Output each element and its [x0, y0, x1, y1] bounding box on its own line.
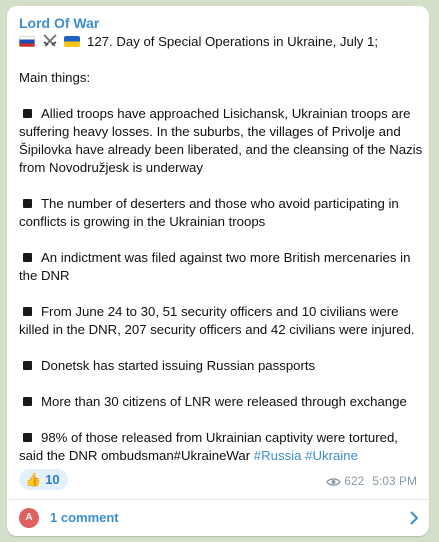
- hashtag-link[interactable]: #Ukraine: [305, 448, 358, 463]
- item-text: killed in the DNR, 207 security officers and 42 civilians were injured.: [19, 322, 415, 337]
- reaction-count: 10: [45, 472, 60, 487]
- black-square-icon: [23, 109, 32, 118]
- view-count: 622: [344, 474, 365, 488]
- list-item: [19, 105, 422, 177]
- black-square-icon: [23, 307, 32, 316]
- headline-text: 127. Day of Special Operations in Ukraine, July 1;: [87, 34, 379, 49]
- item-text: An indictment was filed against two more British mercenaries in: [41, 250, 411, 265]
- chevron-right-icon: [410, 511, 419, 525]
- item-text: Šipilovka have already been liberated, and the cleansing of the Nazis: [19, 142, 423, 157]
- ukraine-flag-icon: [64, 36, 80, 47]
- post-footer: [19, 469, 417, 491]
- crossed-swords-icon: [42, 34, 58, 48]
- channel-name[interactable]: Lord Of War: [19, 15, 100, 31]
- item-text: the DNR: [19, 268, 70, 283]
- post-meta: [326, 474, 417, 488]
- avatar: A: [19, 508, 39, 528]
- item-text: Donetsk has started issuing Russian passports: [41, 358, 316, 373]
- thumbs-up-icon: 👍: [25, 472, 42, 487]
- black-square-icon: [23, 361, 32, 370]
- item-text: conflicts is growing in the Ukrainian troops: [19, 214, 266, 229]
- black-square-icon: [23, 433, 32, 442]
- comments-button[interactable]: [7, 500, 429, 536]
- eye-icon: [326, 477, 341, 487]
- item-text: from Novodružjesk is underway: [19, 160, 203, 175]
- list-item: [19, 195, 422, 231]
- item-text: Allied troops have approached Lisichansk, Ukrainian troops are: [41, 106, 411, 121]
- item-text: The number of deserters and those who avoid participating in: [41, 196, 399, 211]
- post-time: 5:03 PM: [372, 474, 417, 488]
- post-text: [19, 33, 422, 465]
- russia-flag-icon: [19, 36, 35, 47]
- black-square-icon: [23, 199, 32, 208]
- item-text: suffering heavy losses. In the suburbs, the villages of Privolje and: [19, 124, 401, 139]
- channel-post: [7, 6, 429, 536]
- black-square-icon: [23, 253, 32, 262]
- hashtag-link[interactable]: #Russia: [253, 448, 302, 463]
- comments-label: 1 comment: [50, 510, 119, 525]
- intro-text: Main things:: [19, 70, 91, 85]
- reaction-button[interactable]: [19, 469, 68, 490]
- headline-line: [19, 33, 422, 51]
- item-text: 98% of those released from Ukrainian captivity were tortured,: [41, 430, 398, 445]
- item-text: said the DNR ombudsman#UkraineWar: [19, 448, 251, 463]
- list-item: [19, 303, 422, 339]
- black-square-icon: [23, 397, 32, 406]
- list-item: [19, 249, 422, 285]
- list-item: [19, 357, 422, 375]
- item-text: More than 30 citizens of LNR were released through exchange: [41, 394, 407, 409]
- list-item: [19, 429, 422, 465]
- list-item: [19, 393, 422, 411]
- intro-paragraph: [19, 69, 422, 87]
- item-text: From June 24 to 30, 51 security officers and 10 civilians were: [41, 304, 399, 319]
